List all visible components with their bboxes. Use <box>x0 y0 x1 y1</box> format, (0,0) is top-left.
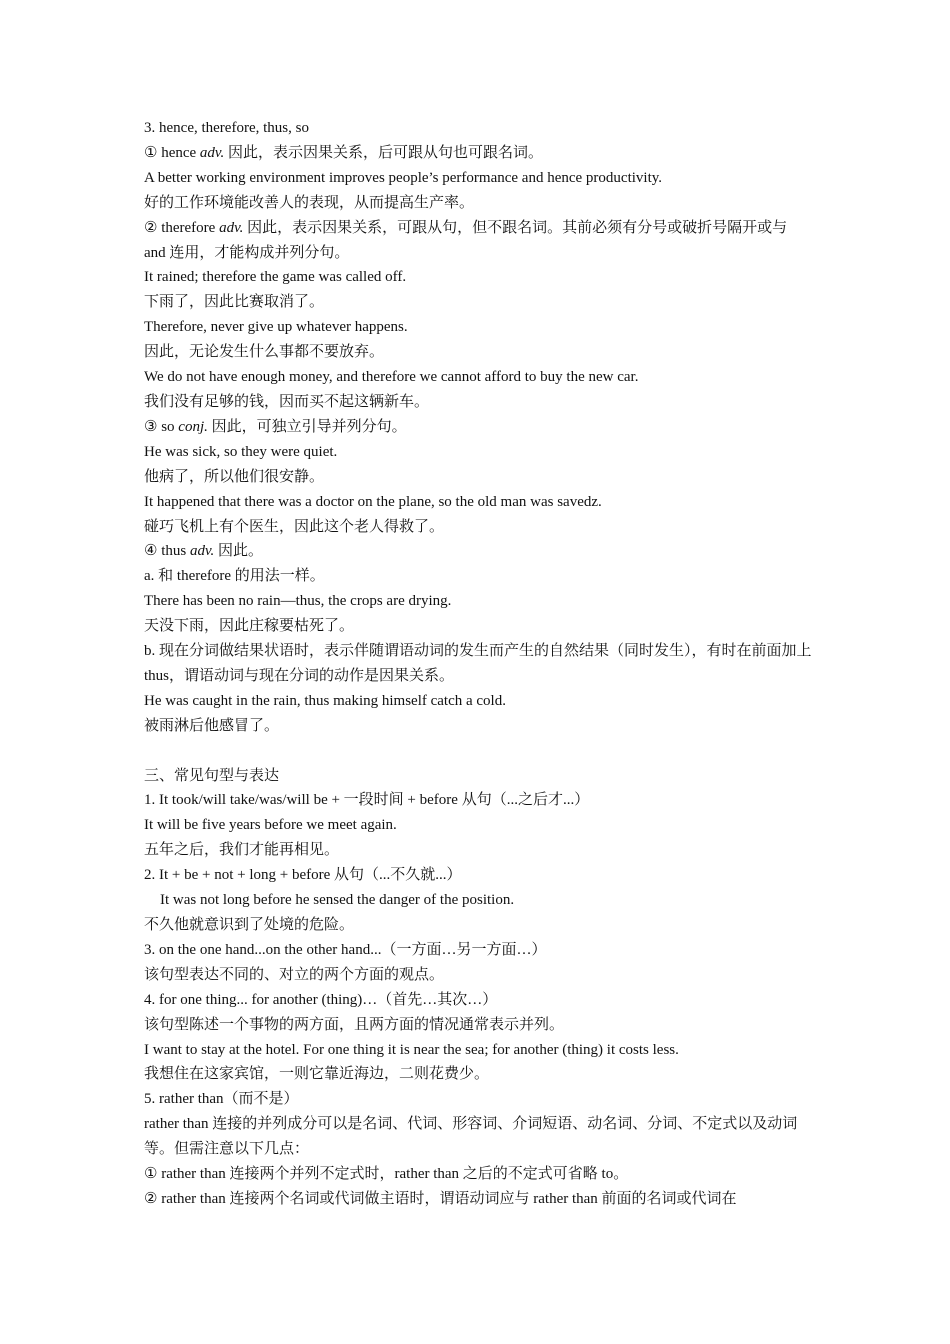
example-zh: 好的工作环境能改善人的表现，从而提高生产率。 <box>144 194 475 211</box>
example-zh: 碰巧飞机上有个医生，因此这个老人得救了。 <box>144 518 445 535</box>
thus-usage-b: b. 现在分词做结果状语时，表示伴随谓语动词的发生而产生的自然结果（同时发生），有时在前面加上 thus，谓语动词与现在分词的动作是因果关系。 <box>144 643 812 684</box>
example-zh: 我们没有足够的钱，因而买不起这辆新车。 <box>144 393 430 410</box>
example-en: It was not long before he sensed the danger of the position. <box>160 892 515 909</box>
example-en: A better working environment improves people’s performance and hence productivity. <box>144 169 663 186</box>
pattern-5-note-1: ① rather than 连接两个并列不定式时，rather than 之后的不定式可省略 to。 <box>144 1166 629 1183</box>
pattern-3-title: 3. on the one hand...on the other hand...（一方面…另一方面…） <box>144 941 547 958</box>
example-zh: 不久他就意识到了处境的危险。 <box>144 916 355 933</box>
item-thus: ④ thus adv. 因此。 <box>144 543 264 560</box>
example-en: It rained; therefore the game was called off. <box>144 269 407 286</box>
pattern-3-desc: 该句型表达不同的、对立的两个方面的观点。 <box>144 966 445 983</box>
pattern-2-title: 2. It + be + not + long + before 从句（...不久就...） <box>144 867 462 884</box>
spacer <box>144 739 812 764</box>
pattern-4-title: 4. for one thing... for another (thing)…（首先…其次…） <box>144 991 498 1008</box>
item-hence: ① hence adv. 因此，表示因果关系，后可跟从句也可跟名词。 <box>144 144 543 161</box>
example-en: He was caught in the rain, thus making himself catch a cold. <box>144 692 506 709</box>
example-en: There has been no rain—thus, the crops are drying. <box>144 593 452 610</box>
example-zh: 他病了，所以他们很安静。 <box>144 468 325 485</box>
example-zh: 五年之后，我们才能再相见。 <box>144 842 340 859</box>
example-zh: 被雨淋后他感冒了。 <box>144 717 280 734</box>
pattern-5-desc: rather than 连接的并列成分可以是名词、代词、形容词、介词短语、动名词、分词、不定式以及动词等。但需注意以下几点： <box>144 1116 798 1158</box>
example-en: He was sick, so they were quiet. <box>144 443 338 460</box>
pattern-5-title: 5. rather than（而不是） <box>144 1091 299 1108</box>
example-en: I want to stay at the hotel. For one thing it is near the sea; for another (thing) it costs less. <box>144 1041 679 1058</box>
pattern-5-note-2: ② rather than 连接两个名词或代词做主语时，谓语动词应与 rather than 前面的名词或代词在 <box>144 1190 737 1207</box>
example-en: Therefore, never give up whatever happens. <box>144 319 408 336</box>
example-zh: 因此，无论发生什么事都不要放弃。 <box>144 344 385 361</box>
example-en: We do not have enough money, and therefore we cannot afford to buy the new car. <box>144 369 639 386</box>
document-body <box>144 116 812 1212</box>
item-so: ③ so conj. 因此，可独立引导并列分句。 <box>144 418 407 435</box>
example-en: It happened that there was a doctor on the plane, so the old man was savedz. <box>144 493 602 510</box>
example-zh: 我想住在这家宾馆，一则它靠近海边，二则花费少。 <box>144 1066 490 1083</box>
item-therefore: ② therefore adv. 因此，表示因果关系，可跟从句，但不跟名词。其前必须有分号或破折号隔开或与 and 连用，才能构成并列分句。 <box>144 219 788 261</box>
example-zh: 下雨了，因此比赛取消了。 <box>144 294 325 311</box>
thus-usage-a: a. 和 therefore 的用法一样。 <box>144 568 325 585</box>
pattern-4-desc: 该句型陈述一个事物的两方面，且两方面的情况通常表示并列。 <box>144 1016 565 1033</box>
example-en: It will be five years before we meet again. <box>144 817 397 834</box>
pattern-1-title: 1. It took/will take/was/will be + 一段时间 + before 从句（...之后才...） <box>144 792 590 809</box>
section-title: 3. hence, therefore, thus, so <box>144 120 309 136</box>
part-heading: 三、常见句型与表达 <box>144 767 280 784</box>
example-zh: 天没下雨，因此庄稼要枯死了。 <box>144 618 355 635</box>
